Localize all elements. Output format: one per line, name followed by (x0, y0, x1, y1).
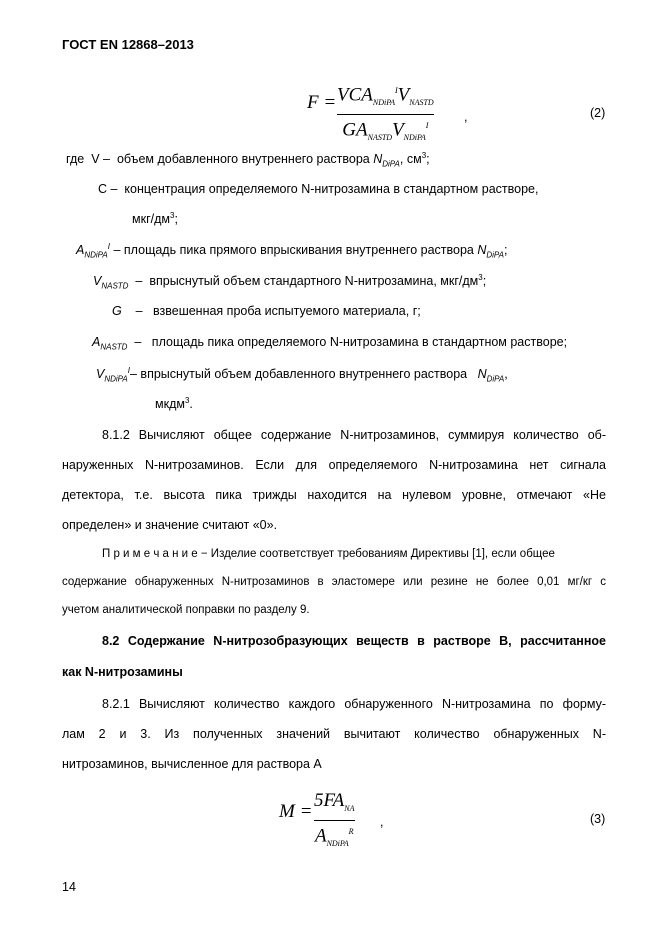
document-code: ГОСТ EN 12868–2013 (62, 37, 194, 52)
section-82-heading-line1: 8.2 Содержание N-нитрозобразующих веществ в растворе B, рассчитанное (102, 634, 606, 648)
formula-3-label: (3) (590, 812, 606, 826)
formula-3-lhs: M = (279, 801, 313, 822)
para-812-line3: детектора, т.е. высота пика трижды находится на нулевом уровне, отмечают «Не (62, 488, 606, 502)
def-a-nastd: $A_{NASTD}$ – площадь пика определяемого N-нитрозамина в стандартном растворе; (92, 335, 568, 352)
para-821-line3: нитрозаминов, вычисленное для раствора A (62, 757, 322, 771)
def-g: G – взвешенная проба испытуемого материала, г; (112, 304, 421, 318)
note-line3: учетом аналитической поправки по разделу 9. (62, 604, 310, 616)
formula-3-fraction (314, 790, 355, 855)
formula-2-label: (2) (590, 106, 606, 120)
page-number: 14 (62, 880, 76, 894)
def-v: где V – объем добавленного внутреннего раствора $N_{DiPA}$, $см^3$; (66, 151, 430, 169)
def-a-ndipa: $A_{NDiPA}^I$ – площадь пика прямого впрыскивания внутреннего раствора $N_{DiPA}$; (76, 242, 508, 260)
note-label: П р и м е ч а н и е (102, 548, 198, 560)
formula-3-denominator: $A_{NDiPA}^R$ (314, 825, 354, 848)
formula-2-lhs: F = (307, 92, 337, 113)
def-v-ndipa: $V_{NDiPA}^I-$ впрыснутый объем добавленного внутреннего раствора $N_{DiPA}$, (96, 366, 508, 384)
formula-2-comma: , (464, 110, 468, 124)
formula-2-fraction (337, 80, 434, 149)
note-line2: содержание обнаруженных N-нитрозаминов в эластомере или резине не более 0,01 мг/кг с (62, 576, 606, 588)
def-v-ndipa-unit: мкдм$^3$. (155, 396, 193, 412)
def-c-unit: мкг/$дм^3$; (132, 211, 178, 227)
para-821-line2: лам 2 и 3. Из полученных значений вычитают количество обнаруженных N- (62, 727, 606, 741)
def-c: C – концентрация определяемого N-нитрозамина в стандартном растворе, (98, 182, 539, 196)
para-821-line1: 8.2.1 Вычисляют количество каждого обнаруженного N-нитрозамина по форму- (102, 697, 606, 711)
def-v-nastd: $V_{NASTD}$ – впрыснутый объем стандартного N-нитрозамина, мкг/$дм^3$; (93, 273, 487, 291)
para-812-line2: наруженных N-нитрозаминов. Если для определяемого N-нитрозамина нет сигнала (62, 458, 606, 472)
formula-2-numerator: $VCA_{NDiPA}^IV_{NASTD}$ (337, 84, 434, 108)
note-line1: П р и м е ч а н и е − Изделие соответствует требованиям Директивы [1], если общее (102, 548, 555, 560)
formula-3-numerator: $5FA_{NA}$ (314, 790, 355, 813)
section-82-heading-line2: как N-нитрозамины (62, 665, 183, 679)
para-812-line1: 8.1.2 Вычисляют общее содержание N-нитрозаминов, суммируя количество об- (102, 428, 606, 442)
para-812-line4: определен» и значение считают «0». (62, 518, 278, 532)
formula-3-comma: , (380, 815, 384, 829)
formula-2-denominator: $GA_{NASTD}V_{NDiPA}^I$ (342, 119, 429, 143)
